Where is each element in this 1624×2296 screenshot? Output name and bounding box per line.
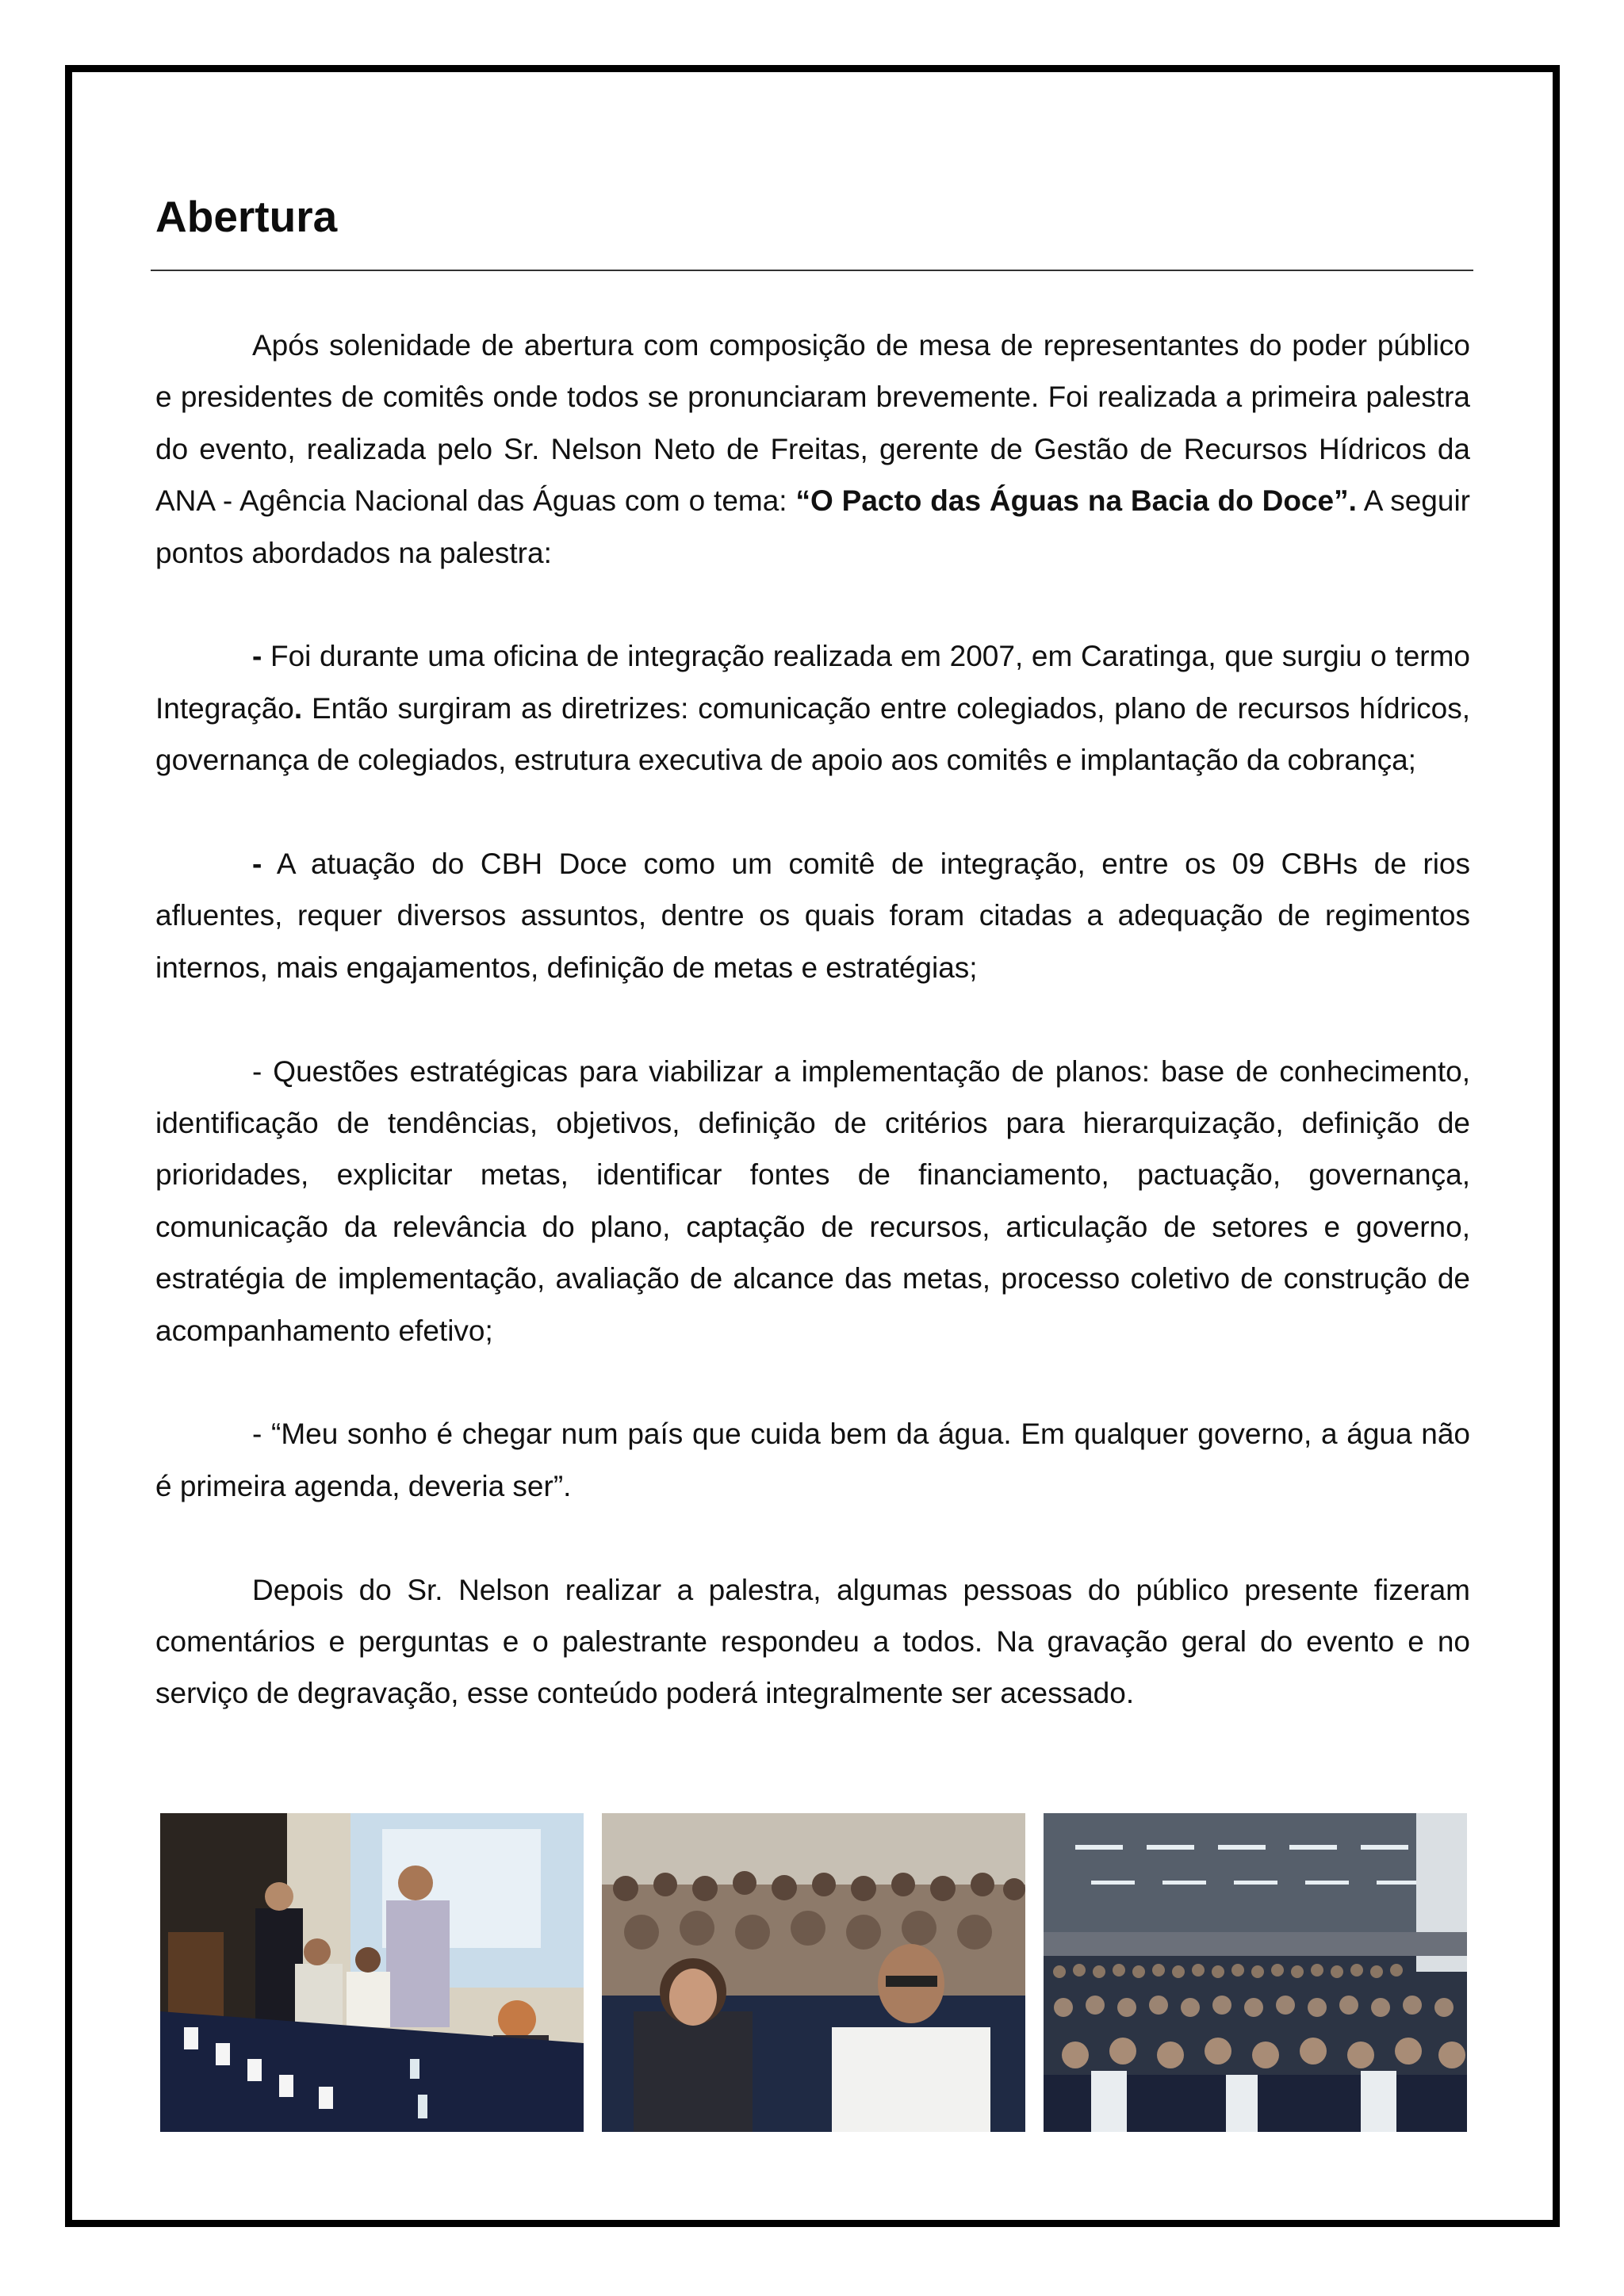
bullet-dash: - (252, 640, 262, 673)
paragraph-intro (155, 320, 1470, 579)
auditorium-wide-photo (1044, 1813, 1467, 2132)
point-3-text: - Questões estratégicas para viabilizar a implementação de planos: base de conhecimento, identificação de tendências, objetivos, definição de critérios para hierarquização, definição de prioridades, explicitar metas, identificar fontes de financiamento, pactuação, governança, comunicação da relevância do plano, captação de recursos, articulação de setores e governo, estratégia de implementação, avaliação de alcance das metas, processo coletivo de construção de acompanhamento efetivo; (155, 1054, 1470, 1347)
body-text (155, 320, 1470, 1720)
talk-title: “O Pacto das Águas na Bacia do Doce”. (795, 484, 1357, 518)
intro-text: Após solenidade de abertura com composição de mesa de representantes do poder público e presidentes de comitês onde todos se pronunciaram brevemente. Foi realizada a primeira palestra do evento, realizada pelo Sr. Nelson Neto de Freitas, gerente de Gestão de Recursos Hídricos da ANA - Agência Nacional das Águas com o tema: (155, 329, 1470, 518)
intro-text-end: A seguir pontos abordados na palestra: (155, 484, 1470, 569)
point-1-text: Foi durante uma oficina de integração realizada em 2007, em Caratinga, que surgiu o termo Integração (155, 640, 1470, 725)
paragraph-point-2 (155, 838, 1470, 993)
closing-text: Depois do Sr. Nelson realizar a palestra, algumas pessoas do público presente fizeram comentários e perguntas e o palestrante respondeu a todos. Na gravação geral do evento e no serviço de degravação, esse conteúdo poderá integralmente ser acessado. (155, 1573, 1470, 1710)
paragraph-point-1 (155, 630, 1470, 786)
point-1-period: . (293, 691, 303, 725)
paragraph-closing (155, 1564, 1470, 1720)
audience-closeup-photo (602, 1813, 1025, 2132)
bullet-dash: - (252, 848, 262, 881)
point-1-text-end: Então surgiram as diretrizes: comunicação entre colegiados, plano de recursos hídricos, governança de colegiados, estrutura executiva de apoio aos comitês e implantação da cobrança; (155, 691, 1470, 777)
quote-text: - “Meu sonho é chegar num país que cuida bem da água. Em qualquer governo, a água não é primeira agenda, deveria ser”. (155, 1418, 1470, 1502)
speaker-at-table-photo (160, 1813, 584, 2132)
page-title: Abertura (155, 192, 338, 241)
paragraph-quote (155, 1408, 1470, 1512)
paragraph-point-3 (155, 1046, 1470, 1357)
heading-block (155, 189, 1472, 244)
photo-strip (160, 1813, 1468, 2132)
point-2-text: A atuação do CBH Doce como um comitê de integração, entre os 09 CBHs de rios afluentes, requer diversos assuntos, dentre os quais foram citadas a adequação de regimentos internos, mais engajamentos, definição de metas e estratégias; (155, 848, 1470, 984)
title-divider (151, 270, 1473, 271)
